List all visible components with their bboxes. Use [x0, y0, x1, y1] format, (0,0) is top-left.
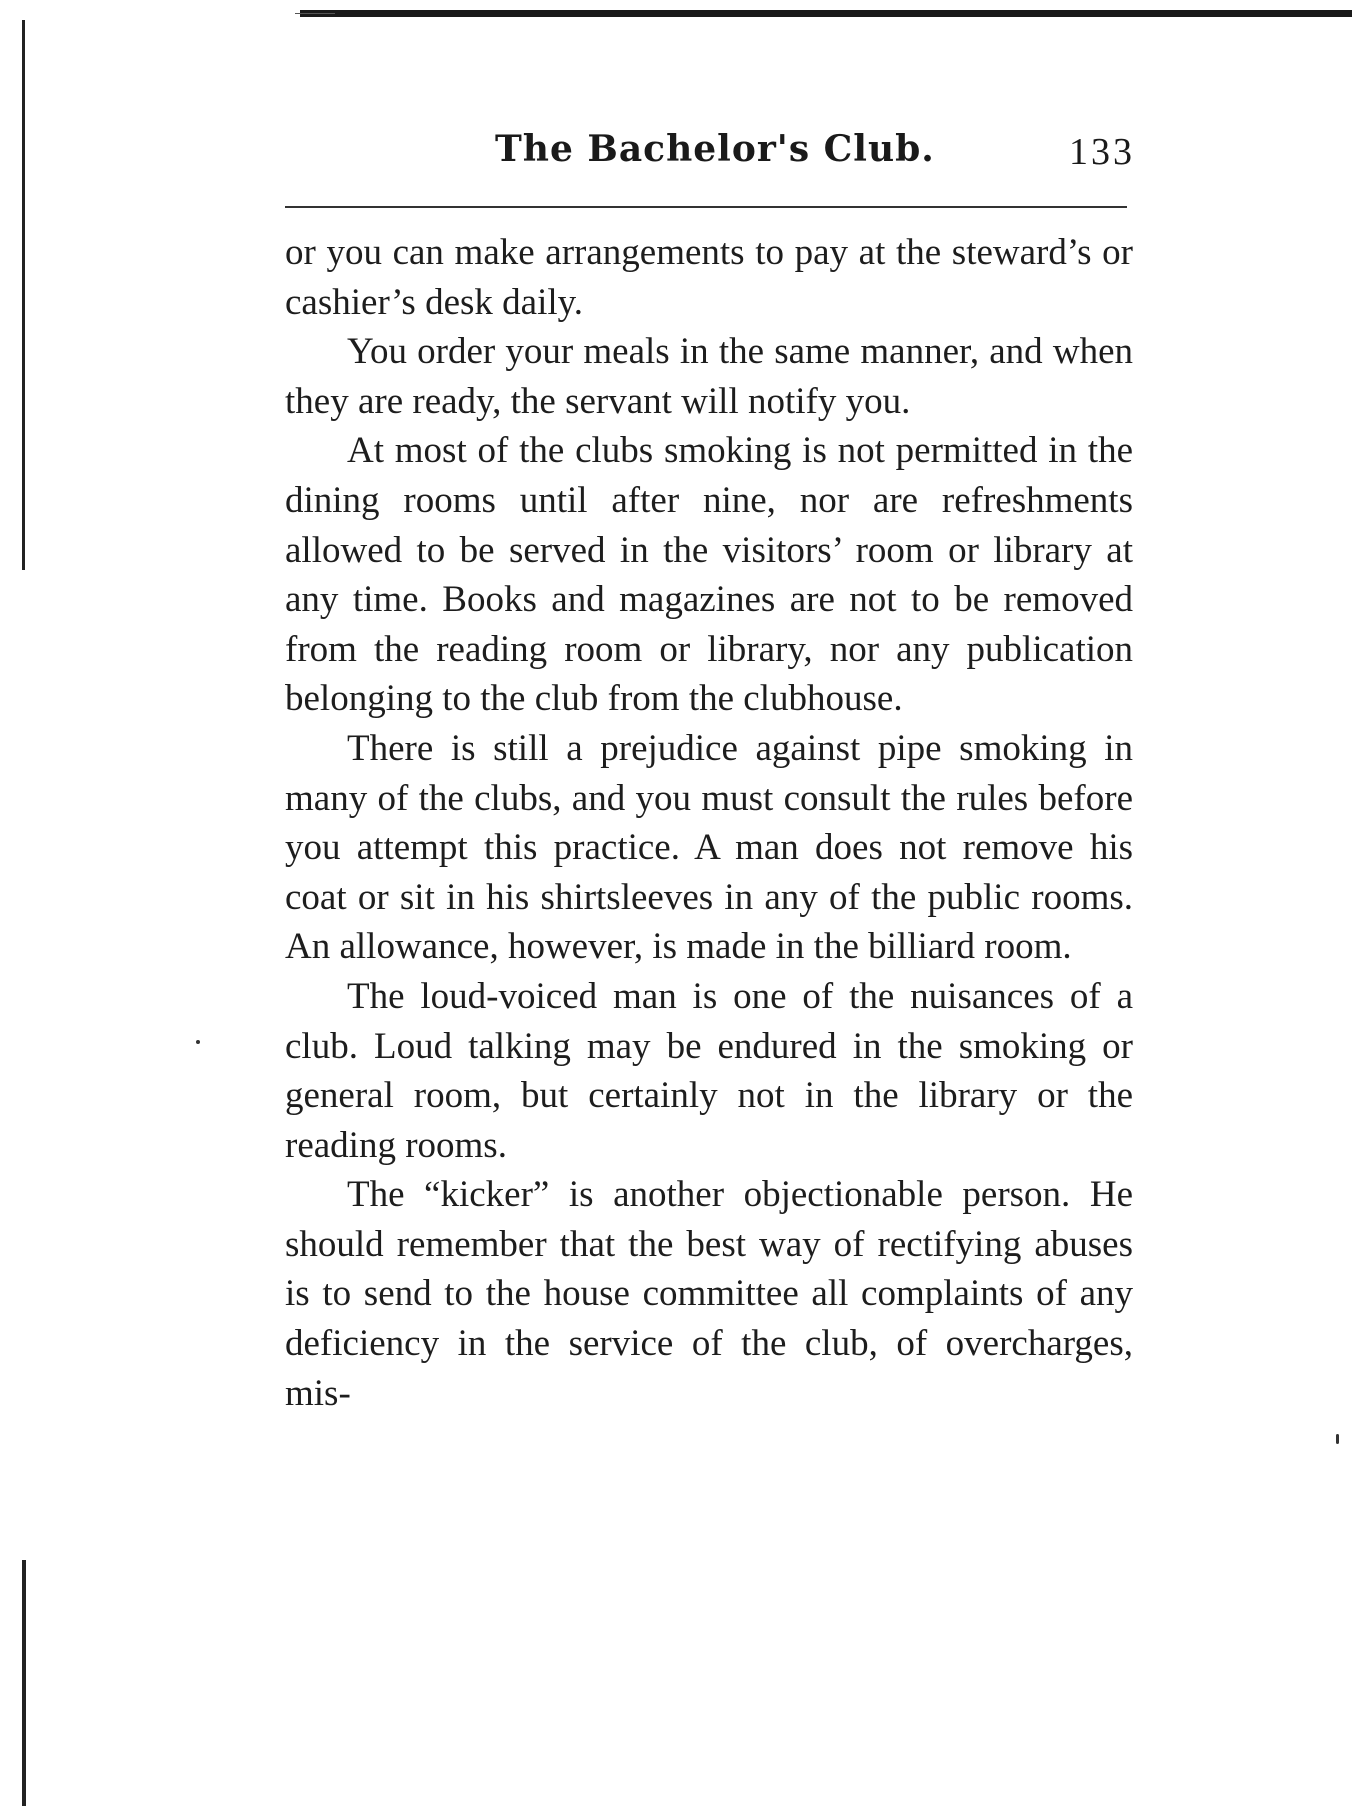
running-title: The Bachelor's Club. [495, 128, 935, 170]
scan-left-edge-lower [22, 1560, 26, 1806]
body-text [285, 228, 1133, 1418]
paragraph: The loud-voiced man is one of the nuisances of a club. Loud talking may be endured in the smoking or general room, but certainly not in the library or the reading rooms. [285, 975, 1133, 1166]
running-head [285, 128, 1135, 188]
scan-top-border [300, 10, 1352, 17]
paragraph: You order your meals in the same manner, and when they are ready, the servant will notify you. [285, 331, 1133, 422]
paragraph-continued: or you can make arrangements to pay at the steward’s or cashier’s desk daily. [285, 232, 1133, 323]
scan-speck [196, 1040, 200, 1044]
scan-speck [1336, 1434, 1339, 1444]
paragraph: The “kicker” is another objectionable person. He should remember that the best way of rectifying abuses is to send to the house committee all complaints of any deficiency in the service of the club, of overcharges, mis- [285, 1174, 1133, 1414]
scan-left-edge-upper [22, 20, 25, 570]
header-rule [285, 206, 1127, 208]
scan-top-border-thin [295, 13, 335, 14]
paragraph: At most of the clubs smoking is not permitted in the dining rooms until after nine, nor are refreshments allowed to be served in the visitors’ room or library at any time. Books and magazines are not to be removed from the reading room or library, nor any publication belonging to the club from the clubhouse. [285, 430, 1133, 720]
page-number: 133 [1069, 131, 1135, 173]
paragraph: There is still a prejudice against pipe smoking in many of the clubs, and you must consult the rules before you attempt this practice. A man does not remove his coat or sit in his shirtsleeves in any of the public rooms. An allowance, however, is made in the billiard room. [285, 727, 1133, 968]
